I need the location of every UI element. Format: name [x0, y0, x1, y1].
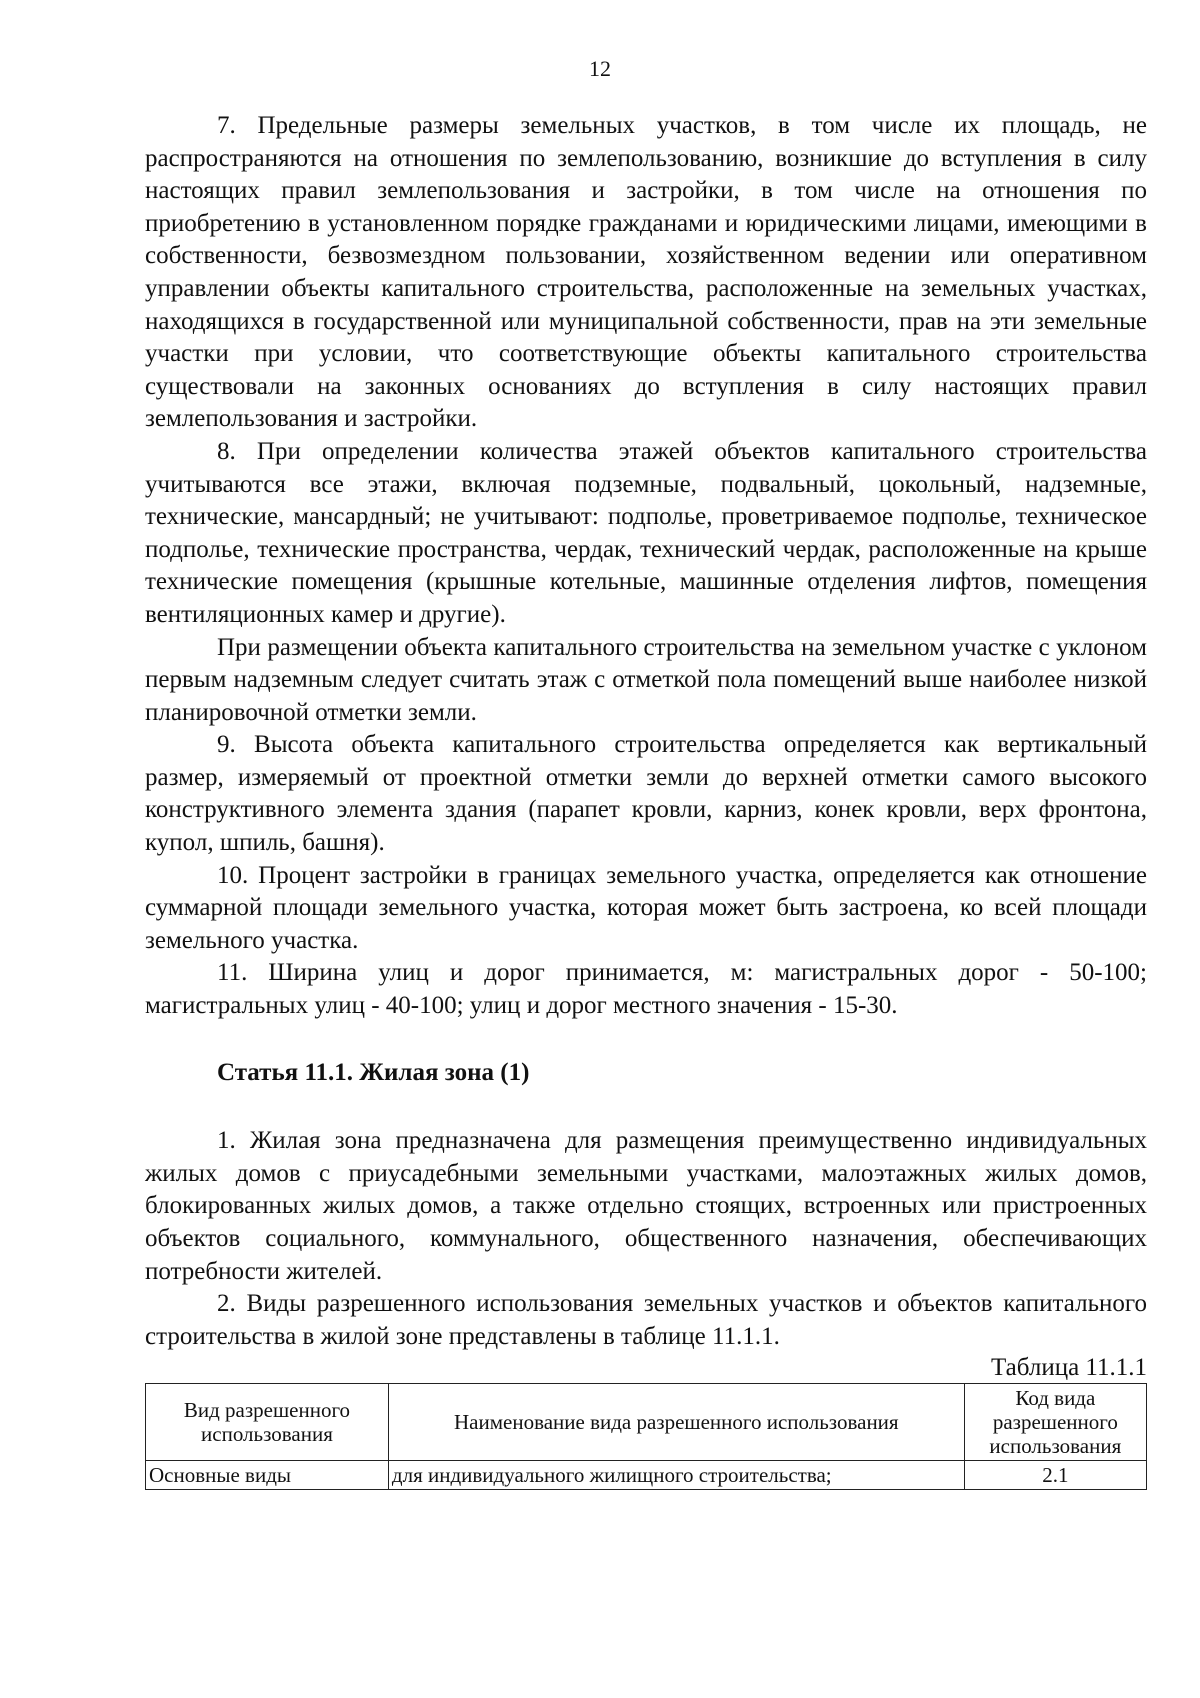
- header-use-name: Наименование вида разрешенного использования: [388, 1384, 964, 1461]
- paragraph-11: 11. Ширина улиц и дорог принимается, м: магистральных дорог - 50-100; магистральных улиц - 40-100; улиц и дорог местного значения - 15-30.: [145, 959, 1147, 1020]
- header-use-code: Код вида разрешенного использования: [964, 1384, 1146, 1461]
- table-caption: Таблица 11.1.1: [991, 1354, 1147, 1382]
- paragraph-10: 10. Процент застройки в границах земельного участка, определяется как отношение суммарной площади земельного участка, которая может быть застроена, ко всей площади земельного участка.: [145, 861, 1147, 954]
- paragraph-8: 8. При определении количества этажей объектов капитального строительства учитываются все этажи, включая подземные, подвальный, цокольный, надземные, технические, мансардный; не учитывают: подполье, проветриваемое подполье, техническое подполье, технические пространства, чердак, технический чердак, расположенные на крыше технические помещения (крышные котельные, машинные отделения лифтов, помещения вентиляционных камер и другие).: [145, 437, 1147, 628]
- paragraph-7: 7. Предельные размеры земельных участков, в том числе их площадь, не распространяются на отношения по землепользованию, возникшие до вступления в силу настоящих правил землепользования и застройки, в том числе на отношения по приобретению в установленном порядке гражданами и юридическими лицами, имеющими в собственности, безвозмездном пользовании, хозяйственном ведении или оперативном управлении объекты капитального строительства, расположенные на земельных участках, находящихся в государственной или муниципальной собственности, прав на эти земельные участки при условии, что соответствующие объекты капитального строительства существовали на законных основаниях до вступления в силу настоящих правил землепользования и застройки.: [145, 112, 1147, 433]
- article-heading: Статья 11.1. Жилая зона (1): [217, 1058, 530, 1086]
- article-paragraph-2: 2. Виды разрешенного использования земельных участков и объектов капитального строительства в жилой зоне представлены в таблице 11.1.1.: [145, 1290, 1147, 1350]
- table-row: [146, 1461, 1147, 1490]
- table-header-row: [146, 1384, 1147, 1461]
- paragraph-8-continuation: При размещении объекта капитального строительства на земельном участке с уклоном первым надземным следует считать этаж с отметкой пола помещений выше наиболее низкой планировочной отметки земли.: [145, 633, 1147, 726]
- cell-use-name: для индивидуального жилищного строительства;: [388, 1461, 964, 1490]
- header-use-kind: Вид разрешенного использования: [146, 1384, 389, 1461]
- paragraph-9: 9. Высота объекта капитального строительства определяется как вертикальный размер, измеряемый от проектной отметки земли до верхней отметки самого высокого конструктивного элемента здания (парапет кровли, карниз, конек кровли, верх фронтона, купол, шпиль, башня).: [145, 731, 1147, 857]
- cell-use-code: 2.1: [964, 1461, 1146, 1490]
- article-paragraph-1: 1. Жилая зона предназначена для размещения преимущественно индивидуальных жилых домов с приусадебными земельными участками, малоэтажных жилых домов, блокированных жилых домов, а также отдельно стоящих, встроенных или пристроенных объектов социального, коммунального, общественного назначения, обеспечивающих потребности жителей.: [145, 1127, 1147, 1285]
- cell-use-kind: Основные виды: [146, 1461, 389, 1490]
- permitted-use-table: [145, 1383, 1147, 1490]
- page-number: 12: [589, 56, 611, 81]
- document-body: [145, 110, 1147, 1490]
